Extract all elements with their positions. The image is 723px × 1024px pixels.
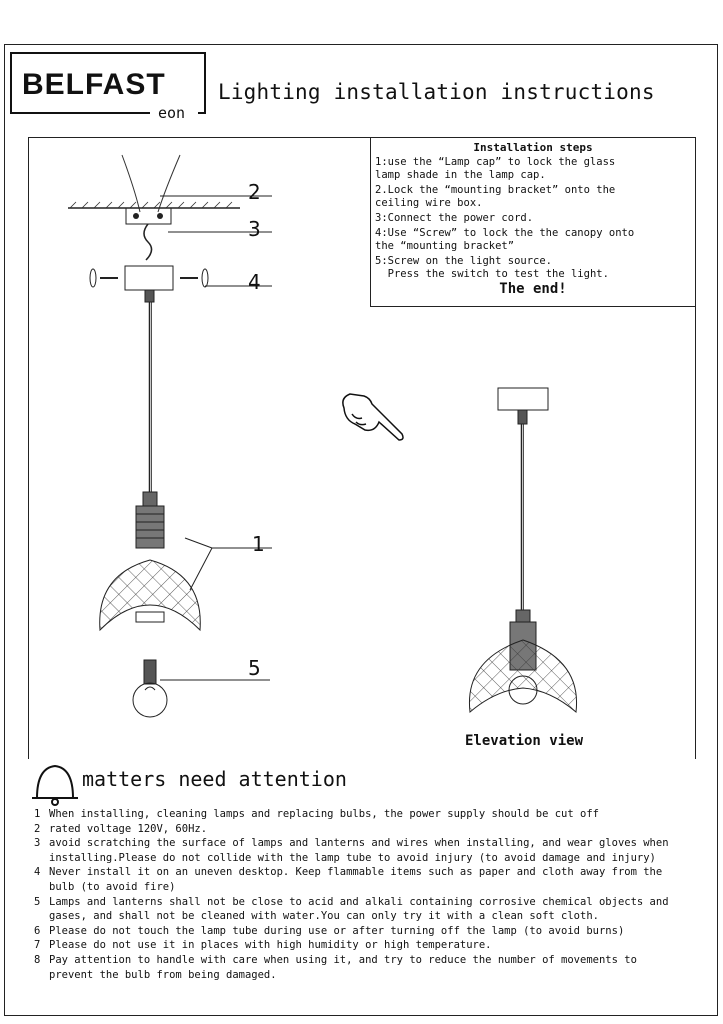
light-bulb <box>133 660 167 717</box>
note-text: Pay attention to handle with care when using it, and try to reduce the number of movements to prevent the bulb from being damaged. <box>49 953 637 981</box>
elevation-view-drawing <box>469 388 576 712</box>
note-item <box>34 895 674 924</box>
note-text: Never install it on an uneven desktop. Keep flammable items such as paper and cloth away from the bulb (to avoid fire) <box>49 866 663 893</box>
step-4: 4:Use “Screw” to lock the the canopy onto the “mounting bracket” <box>375 227 635 252</box>
step-3: 3:Connect the power cord. <box>375 212 534 224</box>
note-number: 3 <box>34 837 41 850</box>
note-number: 5 <box>34 895 41 908</box>
attention-notes <box>34 807 674 982</box>
note-number: 6 <box>34 924 41 937</box>
callout-2: 2 <box>248 180 261 204</box>
note-number: 4 <box>34 866 41 879</box>
note-item <box>34 924 674 939</box>
callout-1: 1 <box>252 532 265 556</box>
note-number: 1 <box>34 808 41 820</box>
ceiling <box>68 155 240 260</box>
note-item <box>34 807 674 822</box>
note-text: Please do not touch the lamp tube during use or after turning off the lamp (to avoid burns) <box>49 924 625 937</box>
logo-name: BELFAST <box>22 68 166 101</box>
note-text: avoid scratching the surface of lamps and lanterns and wires when installing, and wear gloves when installing.Please do not collide with the lamp tube to avoid injury (to avoid damage and injury) <box>49 837 669 864</box>
note-text: Lamps and lanterns shall not be close to acid and alkali containing corrosive chemical objects and gases, and shall not be cleaned with water.You can only try it with a clean soft cloth. <box>49 895 669 923</box>
note-text: When installing, cleaning lamps and replacing bulbs, the power supply should be cut off <box>49 808 599 820</box>
callout-5: 5 <box>248 656 261 680</box>
lamp-cap-and-shade <box>100 492 201 630</box>
attention-title: matters need attention <box>82 767 347 791</box>
logo-subtitle: eon <box>158 104 186 122</box>
callout-3: 3 <box>248 217 261 241</box>
steps-title: Installation steps <box>473 141 593 154</box>
note-item <box>34 836 674 865</box>
note-text: Please do not use it in places with high humidity or high temperature. <box>49 939 492 952</box>
callout-4: 4 <box>248 270 261 294</box>
note-text: rated voltage 120V, 60Hz. <box>49 822 208 835</box>
step-5: 5:Screw on the light source. Press the switch to test the light. <box>375 255 609 280</box>
note-item <box>34 865 674 894</box>
note-number: 8 <box>34 953 41 966</box>
note-item <box>34 938 674 953</box>
note-number: 2 <box>34 822 41 835</box>
note-item <box>34 953 674 982</box>
step-2: 2.Lock the “mounting bracket” onto the ceiling wire box. <box>375 184 616 209</box>
bell-icon <box>32 766 78 805</box>
note-number: 7 <box>34 939 41 952</box>
step-1: 1:use the “Lamp cap” to lock the glass lamp shade in the lamp cap. <box>375 156 616 181</box>
steps-end: The end! <box>499 281 567 297</box>
note-item <box>34 822 674 837</box>
pointing-hand-icon <box>343 394 403 440</box>
canopy-assembly <box>90 266 208 492</box>
elevation-view-label: Elevation view <box>465 733 584 749</box>
document-title: Lighting installation instructions <box>218 80 655 104</box>
